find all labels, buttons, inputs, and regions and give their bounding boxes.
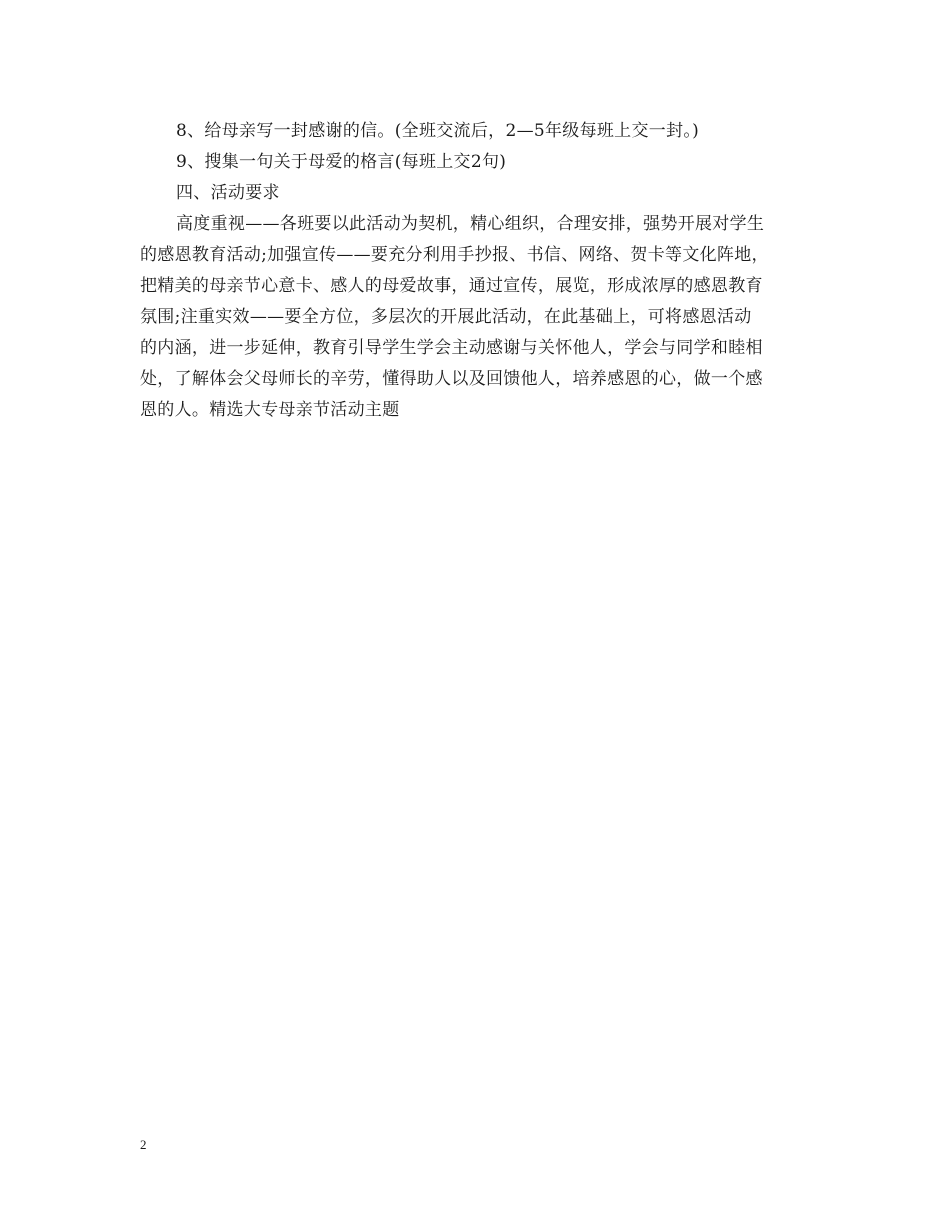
section-heading: 四、活动要求 (176, 183, 280, 203)
paragraph-line: 的感恩教育活动;加强宣传——要充分利用手抄报、书信、网络、贺卡等文化阵地， (140, 245, 769, 265)
paragraph-line: 氛围;注重实效——要全方位，多层次的开展此活动，在此基础上，可将感恩活动 (140, 307, 752, 327)
list-item-9: 9、搜集一句关于母爱的格言(每班上交2句) (176, 152, 507, 172)
paragraph-line: 处，了解体会父母师长的辛劳，懂得助人以及回馈他人，培养感恩的心，做一个感 (140, 369, 763, 389)
paragraph-line: 高度重视——各班要以此活动为契机，精心组织，合理安排，强势开展对学生 (176, 214, 765, 234)
paragraph-line: 把精美的母亲节心意卡、感人的母爱故事，通过宣传，展览，形成浓厚的感恩教育 (140, 276, 763, 296)
list-item-8: 8、给母亲写一封感谢的信。(全班交流后，2—5年级每班上交一封。) (176, 121, 700, 141)
page-number: 2 (140, 1137, 147, 1152)
paragraph-line: 的内涵，进一步延伸，教育引导学生学会主动感谢与关怀他人，学会与同学和睦相 (140, 338, 763, 358)
document-body (140, 116, 815, 426)
paragraph-line: 恩的人。精选大专母亲节活动主题 (140, 400, 400, 420)
